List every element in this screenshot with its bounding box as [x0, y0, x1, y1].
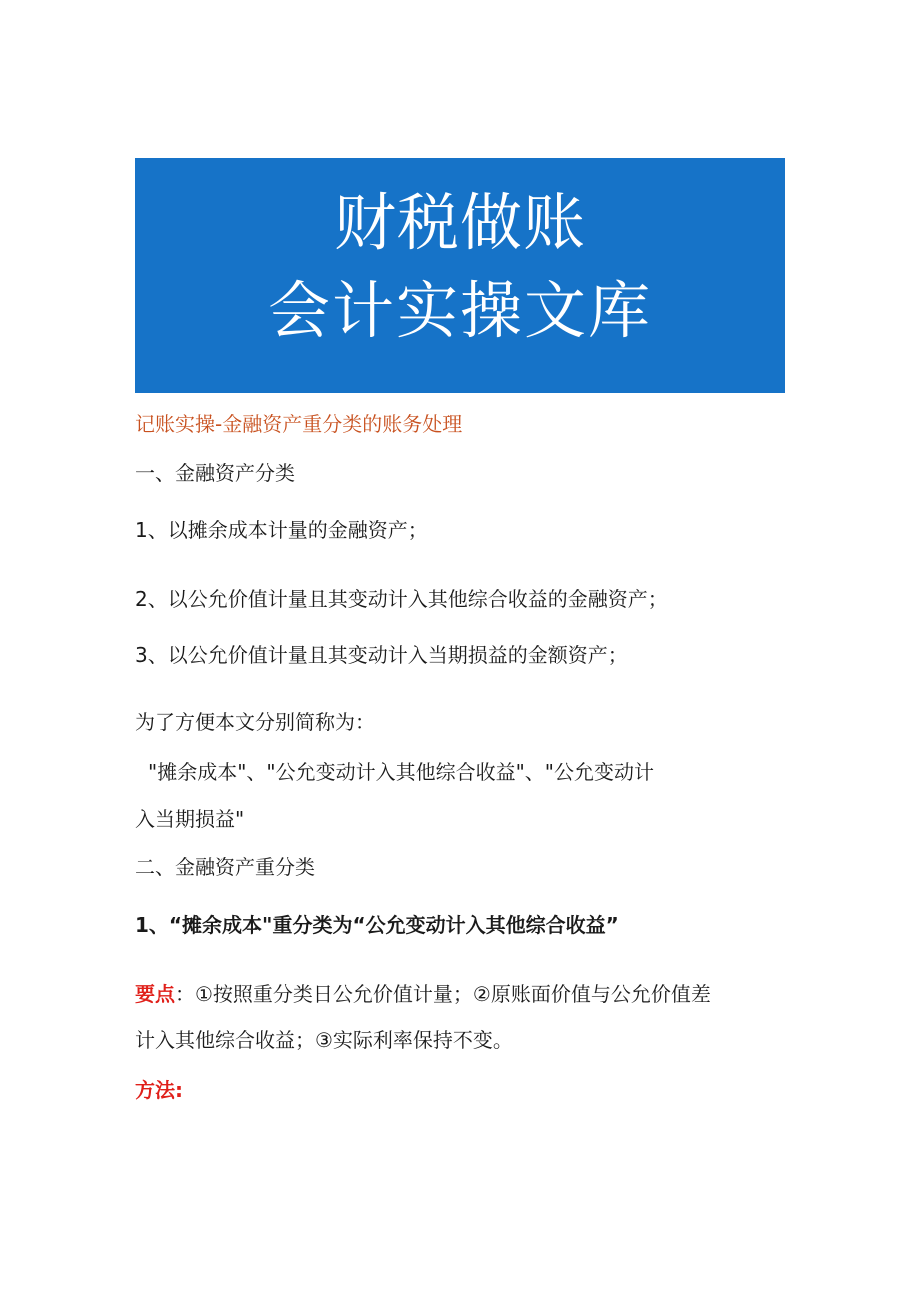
keypoints-text-1: ：①按照重分类日公允价值计量；②原账面价值与公允价值差 [175, 982, 711, 1006]
abbreviation-intro: 为了方便本文分别简称为： [135, 710, 375, 734]
keypoints-label: 要点 [135, 982, 175, 1006]
cover-banner [135, 158, 785, 393]
keypoints-line-2: 计入其他综合收益；③实际利率保持不变。 [135, 1028, 513, 1052]
list-item-2: 2、以公允价值计量且其变动计入其他综合收益的金融资产； [135, 587, 668, 611]
abbreviation-line-2: 入当期损益" [135, 807, 245, 831]
list-item-3: 3、以公允价值计量且其变动计入当期损益的金额资产； [135, 643, 628, 667]
keypoints-line-1 [135, 980, 711, 1008]
banner-title-line1: 财税做账 [333, 186, 586, 259]
list-item-1: 1、以摊余成本计量的金融资产； [135, 518, 428, 542]
banner-title-line2: 会计实操文库 [267, 274, 652, 347]
document-subtitle: 记账实操-金融资产重分类的账务处理 [135, 412, 463, 436]
subsection1-heading: 1、“摊余成本"重分类为“公允变动计入其他综合收益” [135, 913, 619, 937]
section1-heading: 一、金融资产分类 [135, 461, 295, 485]
section2-heading: 二、金融资产重分类 [135, 855, 315, 879]
method-label: 方法: [135, 1078, 183, 1102]
abbreviation-line-1: "摊余成本"、"公允变动计入其他综合收益"、"公允变动计 [148, 760, 654, 784]
